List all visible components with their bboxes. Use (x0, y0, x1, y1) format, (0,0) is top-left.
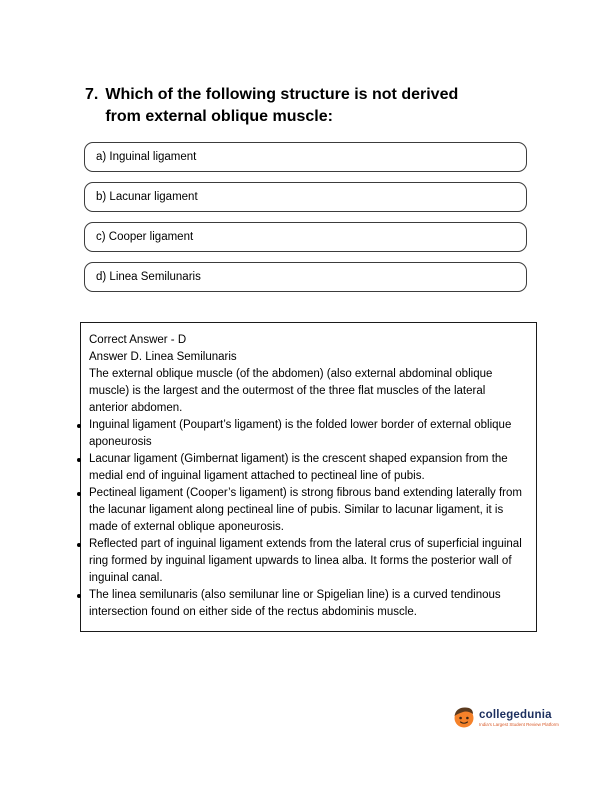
explanation-bullet-list (89, 417, 526, 621)
bullet-dot (77, 424, 81, 428)
bullet-text: Inguinal ligament (Poupart’s ligament) is the folded lower border of external oblique aponeurosis (89, 419, 512, 448)
bullet-dot (77, 458, 81, 462)
option-b[interactable] (84, 182, 527, 212)
bullet-text: Pectineal ligament (Cooper’s ligament) is strong fibrous band extending laterally from the lacunar ligament along pectineal line of pubis. Similar to lacunar ligament, it is made of external oblique aponeurosis. (89, 487, 522, 533)
explanation-intro: The external oblique muscle (of the abdomen) (also external abdominal oblique muscle) is the largest and the outermost of the three flat muscles of the lateral anterior abdomen. (89, 368, 493, 414)
bullet-dot (77, 594, 81, 598)
bullet-dot (77, 543, 81, 547)
bullet-dot (77, 492, 81, 496)
bullet-text: Lacunar ligament (Gimbernat ligament) is the crescent shaped expansion from the medial end of inguinal ligament attached to pectineal line of pubis. (89, 453, 508, 482)
correct-answer-line: Correct Answer - D (89, 334, 187, 346)
option-d-label: d) Linea Semilunaris (96, 271, 201, 283)
option-c-label: c) Cooper ligament (96, 231, 194, 243)
option-a[interactable] (84, 142, 527, 172)
question (85, 84, 477, 128)
answer-text-line: Answer D. Linea Semilunaris (89, 351, 237, 363)
bullet-item (89, 451, 526, 485)
option-a-label: a) Inguinal ligament (96, 151, 197, 163)
bullet-text: Reflected part of inguinal ligament extends from the lateral crus of superficial inguinal ring formed by inguinal ligament upwards to linea alba. It forms the posterior wall of inguinal canal. (89, 538, 522, 584)
bullet-item (89, 417, 526, 451)
collegedunia-mascot-icon (452, 704, 476, 735)
question-text: Which of the following structure is not derived from external oblique muscle: (105, 86, 459, 125)
bullet-item (89, 536, 526, 587)
bullet-item (89, 485, 526, 536)
option-c[interactable] (84, 222, 527, 252)
question-number: 7. (85, 86, 99, 103)
brand-text: collegedunia (479, 709, 552, 721)
bullet-item (89, 587, 526, 621)
brand-tagline: India's Largest Student Review Platform (479, 722, 559, 727)
bullet-text: The linea semilunaris (also semilunar line or Spigelian line) is a curved tendinous intersection found on either side of the rectus abdominis muscle. (89, 589, 501, 618)
options-list (84, 142, 527, 302)
option-b-label: b) Lacunar ligament (96, 191, 198, 203)
explanation-box (80, 322, 537, 632)
option-d[interactable] (84, 262, 527, 292)
collegedunia-logo (452, 704, 559, 735)
